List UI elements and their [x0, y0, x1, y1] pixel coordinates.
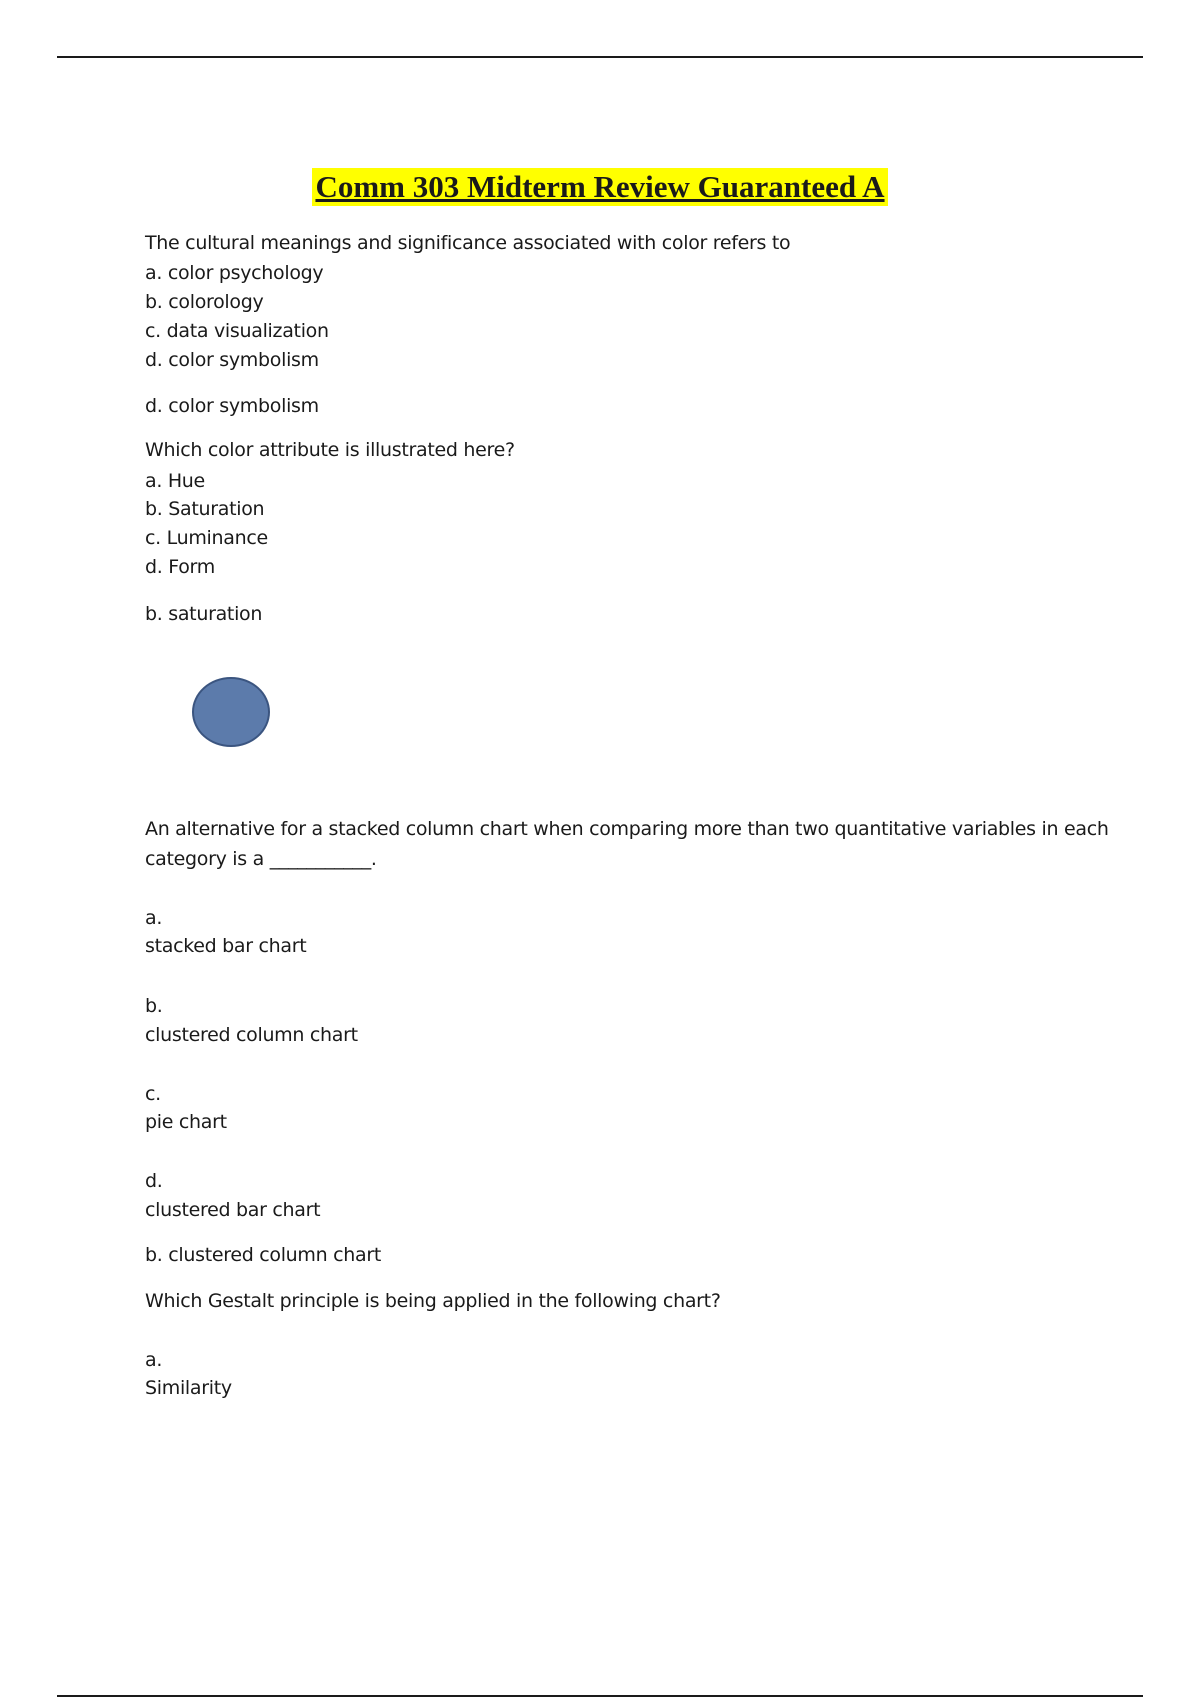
- document-title: Comm 303 Midterm Review Guaranteed A: [312, 168, 887, 206]
- question-1-option-b: b. colorology: [145, 291, 264, 313]
- question-1-answer: d. color symbolism: [145, 395, 319, 417]
- question-2-option-d: d. Form: [145, 556, 215, 578]
- question-3-answer: b. clustered column chart: [145, 1244, 382, 1266]
- question-4-option-a-letter: a.: [145, 1349, 163, 1371]
- question-3-option-b-text: clustered column chart: [145, 1024, 358, 1046]
- footer-rule: [57, 1695, 1143, 1697]
- question-3-option-d-text: clustered bar chart: [145, 1199, 321, 1221]
- question-3-option-c-text: pie chart: [145, 1111, 227, 1133]
- question-2-option-a: a. Hue: [145, 470, 205, 492]
- question-2-prompt: Which color attribute is illustrated here?: [145, 439, 515, 461]
- header-rule: [57, 56, 1143, 58]
- question-2-answer: b. saturation: [145, 603, 263, 625]
- question-1-prompt: The cultural meanings and significance associated with color refers to: [145, 232, 791, 254]
- saturation-circle-figure: [192, 677, 270, 747]
- title-container: [0, 168, 1200, 206]
- question-3-option-a-letter: a.: [145, 907, 163, 929]
- question-1-option-d: d. color symbolism: [145, 349, 319, 371]
- question-1-option-c: c. data visualization: [145, 320, 329, 342]
- question-2-option-c: c. Luminance: [145, 527, 268, 549]
- question-3-option-a-text: stacked bar chart: [145, 935, 307, 957]
- question-2-option-b: b. Saturation: [145, 498, 265, 520]
- question-3-option-c-letter: c.: [145, 1083, 161, 1105]
- question-1-option-a: a. color psychology: [145, 262, 324, 284]
- question-3-prompt-line-2: category is a ___________.: [145, 848, 377, 870]
- question-3-option-d-letter: d.: [145, 1170, 163, 1192]
- question-3-prompt-line-1: An alternative for a stacked column chart when comparing more than two quantitative variables in each: [145, 818, 1109, 840]
- question-4-option-a-text: Similarity: [145, 1377, 232, 1399]
- question-3-option-b-letter: b.: [145, 995, 163, 1017]
- question-4-prompt: Which Gestalt principle is being applied in the following chart?: [145, 1290, 721, 1312]
